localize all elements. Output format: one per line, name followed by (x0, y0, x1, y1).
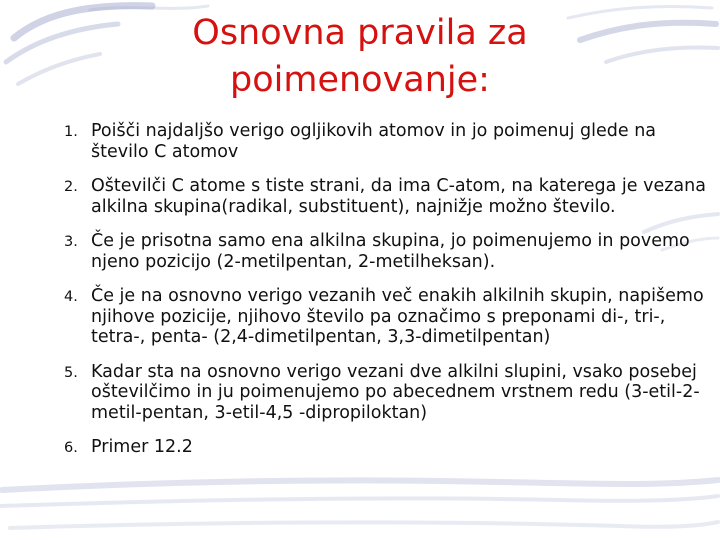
slide-title (120, 10, 600, 104)
list-item-number: 4. (64, 289, 78, 305)
list-item-text: Primer 12.2 (91, 437, 193, 457)
list-item (58, 231, 708, 272)
list-item-number: 2. (64, 179, 78, 195)
list-item-text: Kadar sta na osnovno verigo vezani dve alkilni slupini, vsako posebej oštevilčimo in ju poimenujemo po abecednem vrstnem redu (3-etil-2-metil-pentan, 3-etil-4,5 -dipropiloktan) (91, 361, 700, 423)
list-item (58, 437, 708, 458)
slide-title-line-2: poimenovanje: (230, 60, 490, 100)
list-item (58, 176, 708, 217)
list-item (58, 121, 708, 162)
rules-list (58, 121, 708, 458)
list-item-text: Če je prisotna samo ena alkilna skupina, jo poimenujemo in povemo njeno pozicijo (2-metilpentan, 2-metilheksan). (91, 231, 690, 272)
list-item-text: Poišči najdaljšo verigo ogljikovih atomov in jo poimenuj glede na število C atomov (91, 121, 657, 162)
list-item-number: 1. (64, 124, 78, 140)
list-item (58, 286, 708, 348)
list-item (58, 362, 708, 424)
list-item-number: 6. (64, 440, 78, 456)
slide-title-line-1: Osnovna pravila za (192, 13, 528, 53)
list-item-number: 5. (64, 364, 78, 381)
list-item-text: Če je na osnovno verigo vezanih več enakih alkilnih skupin, napišemo njihove pozicije, njihovo število pa označimo s preponami di-, tri-, tetra-, penta- (2,4-dimetilpentan, 3,3-dimetilpentan) (91, 286, 704, 347)
list-item-text: Oštevilči C atome s tiste strani, da ima C-atom, na katerega je vezana alkilna skupina(radikal, substituent), najnižje možno število. (91, 176, 706, 217)
list-item-number: 3. (64, 234, 78, 250)
